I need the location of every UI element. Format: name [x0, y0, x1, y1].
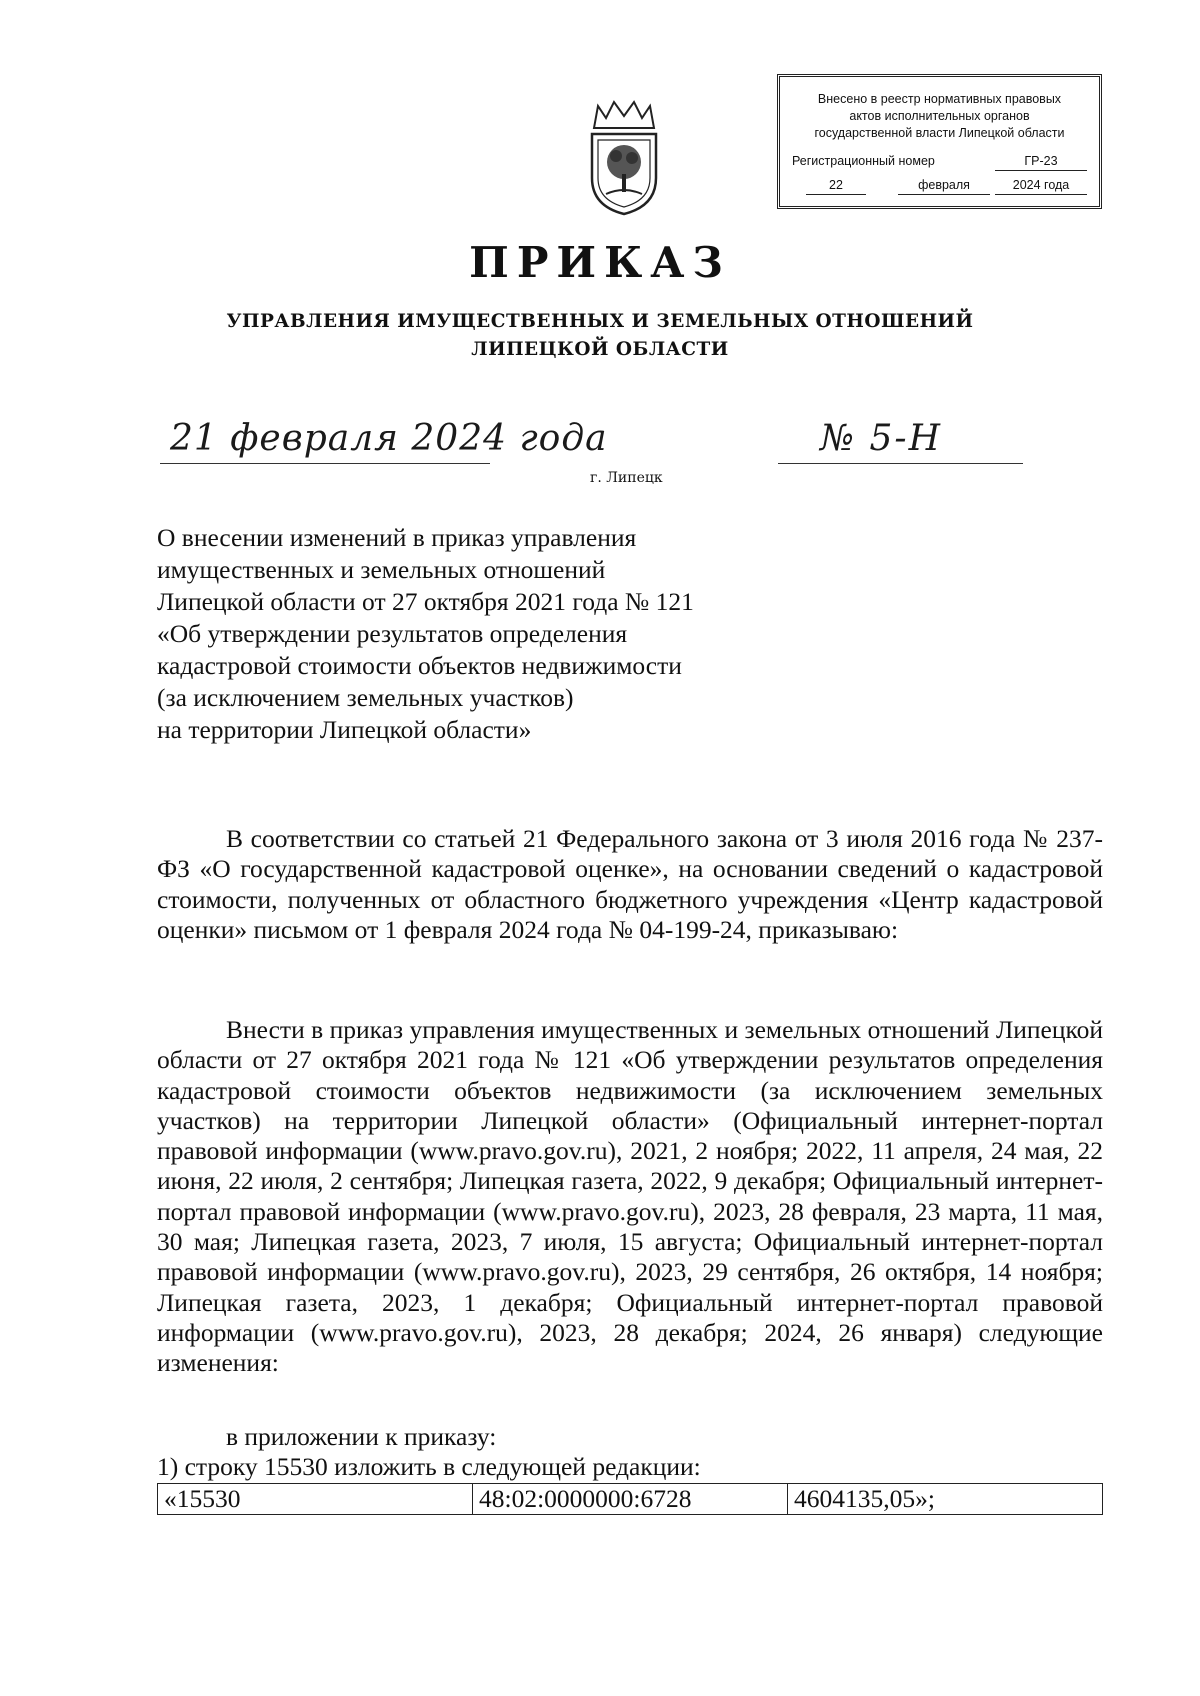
subject-line: «Об утверждении результатов определения	[157, 619, 628, 648]
coat-of-arms-icon	[584, 98, 664, 218]
organization-name	[0, 308, 1200, 364]
stamp-date-row	[792, 177, 1087, 195]
number-underline	[778, 463, 1023, 464]
table-row	[158, 1484, 1103, 1515]
appendix-line: в приложении к приказу:	[226, 1422, 497, 1451]
handwritten-number: № 5-Н	[820, 418, 942, 459]
row-number-cell: «15530	[158, 1484, 473, 1515]
cadastral-number-cell: 48:02:0000000:6728	[473, 1484, 788, 1515]
stamp-month: февраля	[898, 177, 990, 195]
stamp-year: 2024 года	[995, 177, 1087, 195]
handwritten-date: 21 февраля 2024 года	[170, 418, 608, 459]
stamp-registration-row	[792, 153, 1087, 170]
subject-line: Липецкой области от 27 октября 2021 года № 121	[157, 587, 694, 616]
date-underline	[160, 463, 490, 464]
subject-line: О внесении изменений в приказ управления	[157, 523, 637, 552]
organization-line-1: УПРАВЛЕНИЯ ИМУЩЕСТВЕННЫХ И ЗЕМЕЛЬНЫХ ОТНОШЕНИЙ	[226, 311, 974, 332]
item-1-line: 1) строку 15530 изложить в следующей редакции:	[157, 1452, 701, 1481]
stamp-line-2: актов исполнительных органов	[849, 109, 1030, 123]
stamp-reg-label: Регистрационный номер	[792, 154, 935, 168]
subject-line: (за исключением земельных участков)	[157, 683, 574, 712]
cadastral-row-table	[157, 1483, 1103, 1515]
stamp-line-1: Внесено в реестр нормативных правовых	[817, 92, 1062, 106]
organization-line-2: ЛИПЕЦКОЙ ОБЛАСТИ	[471, 339, 729, 360]
preamble-paragraph: В соответствии со статьей 21 Федерального закона от 3 июля 2016 года № 237-ФЗ «О государственной кадастровой оценке», на основании сведений о кадастровой стоимости, полученных от областного бюджетного учреждения «Центр кадастровой оценки» письмом от 1 февраля 2024 года № 04-199-24, приказываю:	[157, 824, 1103, 944]
registry-stamp	[777, 74, 1102, 209]
document-type-title: ПРИКАЗ	[469, 238, 731, 287]
place-of-issue: г. Липецк	[590, 470, 663, 486]
stamp-day: 22	[806, 177, 866, 195]
subject-line: на территории Липецкой области»	[157, 715, 532, 744]
subject-line: имущественных и земельных отношений	[157, 555, 606, 584]
order-paragraph: Внести в приказ управления имущественных и земельных отношений Липецкой области от 27 октября 2021 года № 121 «Об утверждении результатов определения кадастровой стоимости объектов недвижимости (за исключением земельных участков) на территории Липецкой области» (Официальный интернет-портал правовой информации (www.pravo.gov.ru), 2021, 2 ноября; 2022, 11 апреля, 24 мая, 22 июня, 22 июля, 2 сентября; Липецкая газета, 2022, 9 декабря; Официальный интернет-портал правовой информации (www.pravo.gov.ru), 2023, 28 февраля, 23 марта, 11 мая, 30 мая; Липецкая газета, 2023, 7 июля, 15 августа; Официальный интернет-портал правовой информации (www.pravo.gov.ru), 2023, 29 сентября, 26 октября, 14 ноября; Липецкая газета, 2023, 1 декабря; Официальный интернет-портал правовой информации (www.pravo.gov.ru), 2023, 28 декабря; 2024, 26 января) следующие изменения:	[157, 1015, 1103, 1378]
cadastral-value-cell: 4604135,05»;	[788, 1484, 1103, 1515]
stamp-line-3: государственной власти Липецкой области	[814, 126, 1065, 140]
order-subject	[157, 522, 797, 746]
subject-line: кадастровой стоимости объектов недвижимости	[157, 651, 682, 680]
stamp-reg-number: ГР-23	[995, 153, 1087, 171]
